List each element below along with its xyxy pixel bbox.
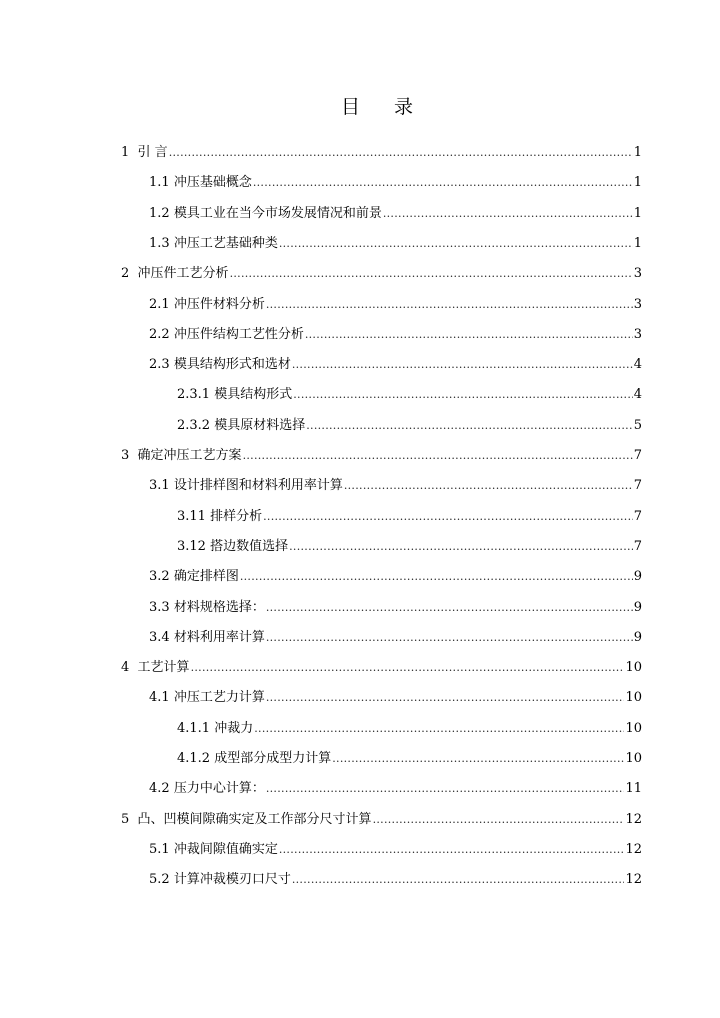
toc-entry-number: 2.1 xyxy=(149,296,170,312)
toc-entry-number: 2.3.1 xyxy=(177,387,211,403)
toc-entry-label: 材料规格选择： xyxy=(173,599,265,615)
toc-entry-page-number: 7 xyxy=(633,478,642,494)
toc-entry[interactable] xyxy=(121,445,642,467)
toc-entry-page-number: 4 xyxy=(633,387,642,403)
toc-entry-number: 2.3 xyxy=(149,357,170,373)
toc-entry[interactable] xyxy=(149,324,642,346)
toc-entry-number: 4.2 xyxy=(149,781,170,797)
toc-entry[interactable] xyxy=(149,627,642,649)
toc-entry-page-number: 3 xyxy=(633,266,642,282)
toc-entry[interactable] xyxy=(149,354,642,376)
toc-entry-page-number: 4 xyxy=(633,357,642,373)
toc-entry[interactable] xyxy=(177,718,642,740)
toc-leader-dots xyxy=(279,233,633,255)
toc-entry-number: 2.3.2 xyxy=(177,417,211,433)
toc-entry-page-number: 5 xyxy=(633,417,642,433)
toc-entry-label: 冲裁力 xyxy=(214,720,254,736)
toc-entry[interactable] xyxy=(149,294,642,316)
toc-leader-dots xyxy=(266,597,633,619)
toc-leader-dots xyxy=(293,384,632,406)
toc-entry[interactable] xyxy=(121,657,642,679)
toc-entry-page-number: 10 xyxy=(625,751,642,766)
toc-entry[interactable] xyxy=(177,415,642,437)
toc-entry-page-number: 9 xyxy=(633,569,642,585)
toc-leader-dots xyxy=(279,839,625,861)
toc-entry-page-number: 7 xyxy=(633,508,642,524)
toc-entry[interactable] xyxy=(177,384,642,406)
toc-leader-dots xyxy=(383,203,633,225)
toc-entry-page-number: 12 xyxy=(625,841,642,857)
toc-entry[interactable] xyxy=(121,142,642,164)
toc-leader-dots xyxy=(292,354,633,376)
toc-title: 目 录 xyxy=(340,96,428,118)
toc-entry-spacer xyxy=(129,445,137,467)
toc-entry-label: 冲压件结构工艺性分析 xyxy=(173,326,304,342)
toc-entry-label: 凸、凹模间隙确实定及工作部分尺寸计算 xyxy=(137,811,372,827)
toc-leader-dots xyxy=(169,142,633,164)
toc-leader-dots xyxy=(292,869,625,891)
toc-leader-dots xyxy=(263,506,633,528)
toc-entry-label: 计算冲裁模刃口尺寸 xyxy=(173,872,291,888)
toc-entry-number: 4.1 xyxy=(149,690,170,706)
toc-entry-number: 4 xyxy=(121,660,130,676)
toc-leader-dots xyxy=(266,778,625,800)
toc-entry-number: 5.1 xyxy=(149,841,170,857)
toc-entry[interactable] xyxy=(149,233,642,255)
toc-leader-dots xyxy=(243,445,633,467)
toc-entry-spacer xyxy=(129,809,137,831)
toc-entry-number: 5 xyxy=(121,811,130,827)
toc-entry-number: 3.2 xyxy=(149,569,170,585)
toc-entry[interactable] xyxy=(149,203,642,225)
toc-entry-page-number: 10 xyxy=(625,660,642,676)
toc-entry[interactable] xyxy=(149,839,642,861)
toc-entry-label: 冲压件工艺分析 xyxy=(137,266,229,282)
toc-entry-label: 成型部分成型力计算 xyxy=(214,751,332,766)
toc-entry[interactable] xyxy=(121,263,642,285)
toc-entry-number: 4.1.1 xyxy=(177,720,211,736)
toc-entry-number: 1.3 xyxy=(149,235,170,251)
toc-entry-label: 冲压件材料分析 xyxy=(173,296,265,312)
toc-entry-label: 冲压工艺基础种类 xyxy=(173,235,278,251)
toc-entry-label: 排样分析 xyxy=(210,508,263,524)
toc-entry[interactable] xyxy=(177,536,642,558)
toc-leader-dots xyxy=(344,475,633,497)
toc-entry-page-number: 12 xyxy=(625,811,642,827)
toc-entry-page-number: 9 xyxy=(633,599,642,615)
toc-entry[interactable] xyxy=(177,748,642,770)
toc-entry-number: 3.3 xyxy=(149,599,170,615)
toc-entry-label: 确定冲压工艺方案 xyxy=(137,448,242,463)
toc-entry-spacer xyxy=(129,657,137,679)
toc-entry-label: 工艺计算 xyxy=(137,660,190,676)
toc-entry[interactable] xyxy=(149,687,642,709)
toc-entry-label: 冲裁间隙值确实定 xyxy=(173,841,278,857)
toc-entry-label: 模具结构形式和选材 xyxy=(173,357,291,373)
toc-entry-number: 3.4 xyxy=(149,629,170,645)
toc-entry-spacer xyxy=(129,263,137,285)
toc-leader-dots xyxy=(253,172,633,194)
toc-entry-label: 冲压工艺力计算 xyxy=(173,690,265,706)
toc-entry[interactable] xyxy=(149,778,642,800)
toc-entry-page-number: 9 xyxy=(633,629,642,645)
toc-entry[interactable] xyxy=(177,506,642,528)
toc-entry-page-number: 3 xyxy=(633,296,642,312)
toc-entry-label: 搭边数值选择 xyxy=(210,538,289,554)
toc-entry[interactable] xyxy=(149,566,642,588)
toc-entry-number: 2.2 xyxy=(149,326,170,342)
toc-entry-label: 模具原材料选择 xyxy=(214,417,306,433)
toc-leader-dots xyxy=(305,324,633,346)
toc-entry[interactable] xyxy=(149,869,642,891)
toc-entry-number: 1 xyxy=(121,145,130,160)
toc-entry-number: 3.12 xyxy=(177,538,206,554)
toc-entry-page-number: 10 xyxy=(625,690,642,706)
toc-leader-dots xyxy=(289,536,633,558)
toc-entry-number: 1.2 xyxy=(149,205,170,221)
toc-leader-dots xyxy=(332,748,624,770)
toc-entry-spacer xyxy=(129,142,137,164)
toc-entry-label: 设计排样图和材料利用率计算 xyxy=(173,478,343,494)
toc-entry-page-number: 1 xyxy=(633,235,642,251)
toc-entry[interactable] xyxy=(149,597,642,619)
toc-leader-dots xyxy=(191,657,625,679)
toc-entry-page-number: 1 xyxy=(633,145,642,160)
toc-entry-number: 1.1 xyxy=(149,175,170,191)
toc-entry-label: 引 言 xyxy=(137,145,168,160)
toc-entry-label: 模具结构形式 xyxy=(214,387,293,403)
toc-entry-page-number: 3 xyxy=(633,326,642,342)
toc-entry-number: 4.1.2 xyxy=(177,751,211,766)
toc-leader-dots xyxy=(266,687,625,709)
toc-entry-number: 3.11 xyxy=(177,508,206,524)
toc-entry-page-number: 12 xyxy=(625,872,642,888)
toc-entry-label: 确定排样图 xyxy=(173,569,239,585)
toc-entry[interactable] xyxy=(121,809,642,831)
toc-entry-page-number: 10 xyxy=(625,720,642,736)
toc-entry-page-number: 11 xyxy=(625,781,642,797)
toc-entry-page-number: 7 xyxy=(633,538,642,554)
toc-leader-dots xyxy=(373,809,625,831)
toc-leader-dots xyxy=(306,415,632,437)
toc-entry-label: 材料利用率计算 xyxy=(173,629,265,645)
toc-entry-label: 压力中心计算： xyxy=(173,781,265,797)
toc-entry-number: 2 xyxy=(121,266,130,282)
toc-entry-label: 模具工业在当今市场发展情况和前景 xyxy=(173,205,382,221)
toc-entry-number: 3 xyxy=(121,448,130,463)
toc-entry[interactable] xyxy=(149,172,642,194)
toc-leader-dots xyxy=(230,263,633,285)
toc-leader-dots xyxy=(254,718,624,740)
toc-leader-dots xyxy=(266,627,633,649)
toc-entry-page-number: 7 xyxy=(633,448,642,463)
toc-entry-number: 5.2 xyxy=(149,872,170,888)
toc-entry-page-number: 1 xyxy=(633,205,642,221)
toc-leader-dots xyxy=(240,566,633,588)
toc-entry-page-number: 1 xyxy=(633,175,642,191)
toc-leader-dots xyxy=(266,294,633,316)
toc-entry-number: 3.1 xyxy=(149,478,170,494)
toc-entry-label: 冲压基础概念 xyxy=(173,175,252,191)
toc-entry[interactable] xyxy=(149,475,642,497)
